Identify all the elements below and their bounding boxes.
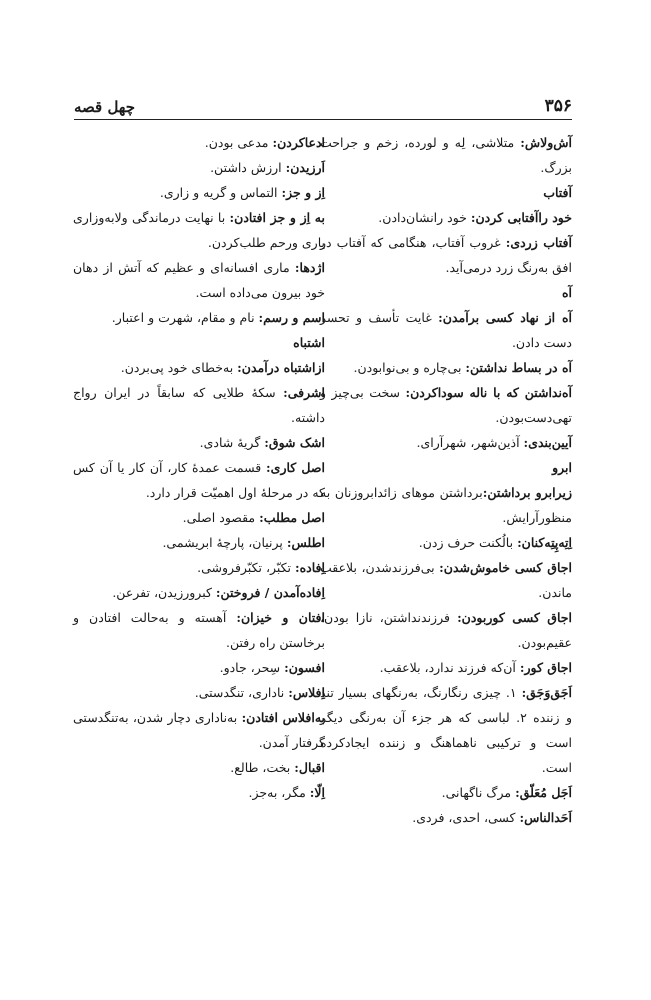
entry-definition: مقصود اصلی.: [182, 510, 260, 525]
dictionary-entry: [320, 555, 572, 605]
dictionary-entry: [73, 430, 325, 455]
dictionary-entry: [73, 355, 325, 380]
dictionary-entry: [320, 655, 572, 680]
entry-term: آه‌نداشتن که با ناله سوداکردن:: [405, 385, 572, 400]
entry-term: اَحَدالناس:: [519, 810, 572, 825]
dictionary-entry: [73, 130, 325, 155]
dictionary-entry: [320, 205, 572, 230]
dictionary-entry: [73, 780, 325, 805]
entry-term: اَجَل مُعَلّق:: [515, 785, 572, 800]
section-heading: ابرو: [552, 460, 572, 475]
dictionary-entry: [320, 480, 572, 530]
entry-term: اَرزیدن:: [285, 160, 325, 175]
entry-definition: به‌ناداری دچار شدن، به‌تنگدستی گرفتار آمدن.: [73, 710, 325, 750]
entry-definition: آهسته و به‌حالت افتادن و برخاستن راه رفتن.: [73, 610, 325, 650]
entry-term: آش‌ولاش:: [520, 135, 572, 150]
entry-term: اجاق کسی کوربودن:: [457, 610, 572, 625]
page-header: [74, 90, 572, 120]
entry-definition: کسی، احدی، فردی.: [412, 810, 520, 825]
entry-term: آفتاب زردی:: [505, 235, 572, 250]
entry-definition: کبرورزیدن، تفرعن.: [112, 585, 216, 600]
dictionary-entry: [73, 205, 325, 255]
entry-definition: غروب آفتاب، هنگامی که آفتاب در افق به‌رنگ زرد درمی‌آید.: [320, 235, 572, 275]
entry-definition: متلاشی، لِه و لورده، زخم و جراحت بزرگ.: [320, 135, 572, 175]
dictionary-entry: [73, 180, 325, 205]
page-number: ۳۵۶: [544, 96, 572, 116]
entry-definition: غایت تأسف و تحسر دست دادن.: [320, 310, 572, 350]
entry-term: آیین‌بندی:: [523, 435, 572, 450]
entry-definition: ناداری، تنگدستی.: [194, 685, 289, 700]
entry-term: ادعاکردن:: [272, 135, 325, 150]
entry-definition: بالُکنت حرف زدن.: [418, 535, 518, 550]
dictionary-entry: [73, 155, 325, 180]
book-title: چهل قصه: [74, 98, 135, 116]
dictionary-entry: [73, 455, 325, 505]
dictionary-entry: [320, 605, 572, 655]
entry-definition: قسمت عمدهٔ کار، آن کار یا آن کس که در مرحلهٔ اول اهمیّت قرار دارد.: [73, 460, 325, 500]
dictionary-entry: [320, 805, 572, 830]
entry-definition: به‌خطای خود پی‌بردن.: [120, 360, 238, 375]
entry-definition: ماری افسانه‌ای و عظیم که آتش از دهان خود بیرون می‌داده است.: [73, 260, 325, 300]
entry-definition: با نهایت درماندگی ولابه‌وزاری یاری ورحم طلب‌کردن.: [73, 210, 325, 250]
section-heading: آه: [561, 285, 572, 300]
entry-term: افسون:: [284, 660, 325, 675]
entry-term: اقبال:: [294, 760, 325, 775]
dictionary-entry: [73, 705, 325, 755]
entry-definition: خود رانشان‌دادن.: [378, 210, 471, 225]
entry-definition: برداشتن موهای زائدابروزنان به منظورآرایش.: [320, 485, 572, 525]
entry-term: اِفلاس:: [288, 685, 325, 700]
dictionary-entry: [73, 655, 325, 680]
entry-term: اِز و جز:: [281, 185, 325, 200]
entry-term: اژدها:: [294, 260, 325, 275]
entry-term: ازاشتباه درآمدن:: [237, 360, 325, 375]
entry-term: آه از نهاد کسی برآمدن:: [438, 310, 572, 325]
dictionary-entry: [73, 505, 325, 530]
entry-definition: بی‌چاره و بی‌نوابودن.: [353, 360, 466, 375]
entry-definition: سکهٔ طلایی که سابقاً در ایران رواج داشته.: [73, 385, 325, 425]
dictionary-entry: [320, 430, 572, 455]
dictionary-entry: [73, 255, 325, 305]
entry-definition: بی‌فرزندشدن، بلاعقب ماندن.: [320, 560, 572, 600]
entry-definition: سِحر، جادو.: [219, 660, 285, 675]
dictionary-entry: [320, 355, 572, 380]
entry-definition: بخت، طالع.: [230, 760, 295, 775]
entry-term: اجاق کسی خاموش‌شدن:: [439, 560, 572, 575]
entry-definition: ارزش داشتن.: [210, 160, 286, 175]
entry-term: اسم و رسم:: [258, 310, 325, 325]
entry-term: اجاق کور:: [519, 660, 572, 675]
dictionary-entry: [73, 680, 325, 705]
dictionary-entry: [320, 780, 572, 805]
entry-term: اشک شوق:: [264, 435, 325, 450]
dictionary-entry: [320, 305, 572, 355]
dictionary-entry: [73, 530, 325, 555]
dictionary-entry: [73, 605, 325, 655]
left-column: [73, 130, 325, 805]
entry-term: زیرابرو برداشتن:: [482, 485, 572, 500]
section-heading: آفتاب: [543, 185, 572, 200]
dictionary-entry: [73, 555, 325, 580]
entry-term: اشرفی:: [283, 385, 325, 400]
entry-term: خود راآفتابی کردن:: [470, 210, 572, 225]
entry-term: اِلّا:: [309, 785, 325, 800]
dictionary-entry: [320, 380, 572, 430]
dictionary-entry: [320, 130, 572, 180]
entry-term: افتان و خیزان:: [236, 610, 325, 625]
entry-term: به‌افلاس افتادن:: [241, 710, 325, 725]
entry-definition: مرگ ناگهانی.: [441, 785, 516, 800]
entry-definition: ۱. چیزی رنگارنگ، به‌رنگهای بسیار تند و زننده ۲. لباسی که هر جزء آن به‌رنگی دیگر است و ترکیبی ناهماهنگ و زننده ایجادکرده است.: [320, 685, 572, 775]
dictionary-entry: [73, 580, 325, 605]
entry-definition: التماس و گریه و زاری.: [159, 185, 282, 200]
dictionary-entry: [320, 680, 572, 780]
entry-term: اَجَق‌وَجَق:: [521, 685, 572, 700]
section-heading: اشتباه: [293, 335, 325, 350]
entry-term: اِتِه‌پِتِه‌کنان:: [517, 535, 572, 550]
entry-definition: آن‌که فرزند ندارد، بلاعقب.: [379, 660, 520, 675]
dictionary-entry: [320, 230, 572, 280]
entry-definition: گریهٔ شادی.: [199, 435, 265, 450]
dictionary-entry: [73, 305, 325, 330]
entry-definition: سخت بی‌چیز و تهی‌دست‌بودن.: [320, 385, 572, 425]
entry-definition: مگر، به‌جز.: [248, 785, 310, 800]
entry-definition: نام و مقام، شهرت و اعتبار.: [111, 310, 259, 325]
entry-term: اصل کاری:: [266, 460, 325, 475]
entry-term: به اِز و جز افتادن:: [229, 210, 325, 225]
entry-definition: تکبّر، تکبّرفروشی.: [197, 560, 295, 575]
entry-definition: فرزندنداشتن، نازا بودن، عقیم‌بودن.: [320, 610, 572, 650]
entry-definition: پرنیان، پارچهٔ ابریشمی.: [162, 535, 287, 550]
entry-term: اِفاده:: [295, 560, 325, 575]
entry-term: اصل مطلب:: [259, 510, 325, 525]
entry-definition: مدعی بودن.: [204, 135, 273, 150]
right-column: [320, 130, 572, 830]
entry-term: اطلس:: [286, 535, 325, 550]
entry-term: اِفاده‌آمدن / فروختن:: [215, 585, 325, 600]
dictionary-entry: [73, 755, 325, 780]
entry-definition: آذین‌شهر، شهرآرای.: [416, 435, 524, 450]
dictionary-entry: [320, 530, 572, 555]
entry-term: آه در بساط نداشتن:: [465, 360, 572, 375]
dictionary-entry: [73, 380, 325, 430]
